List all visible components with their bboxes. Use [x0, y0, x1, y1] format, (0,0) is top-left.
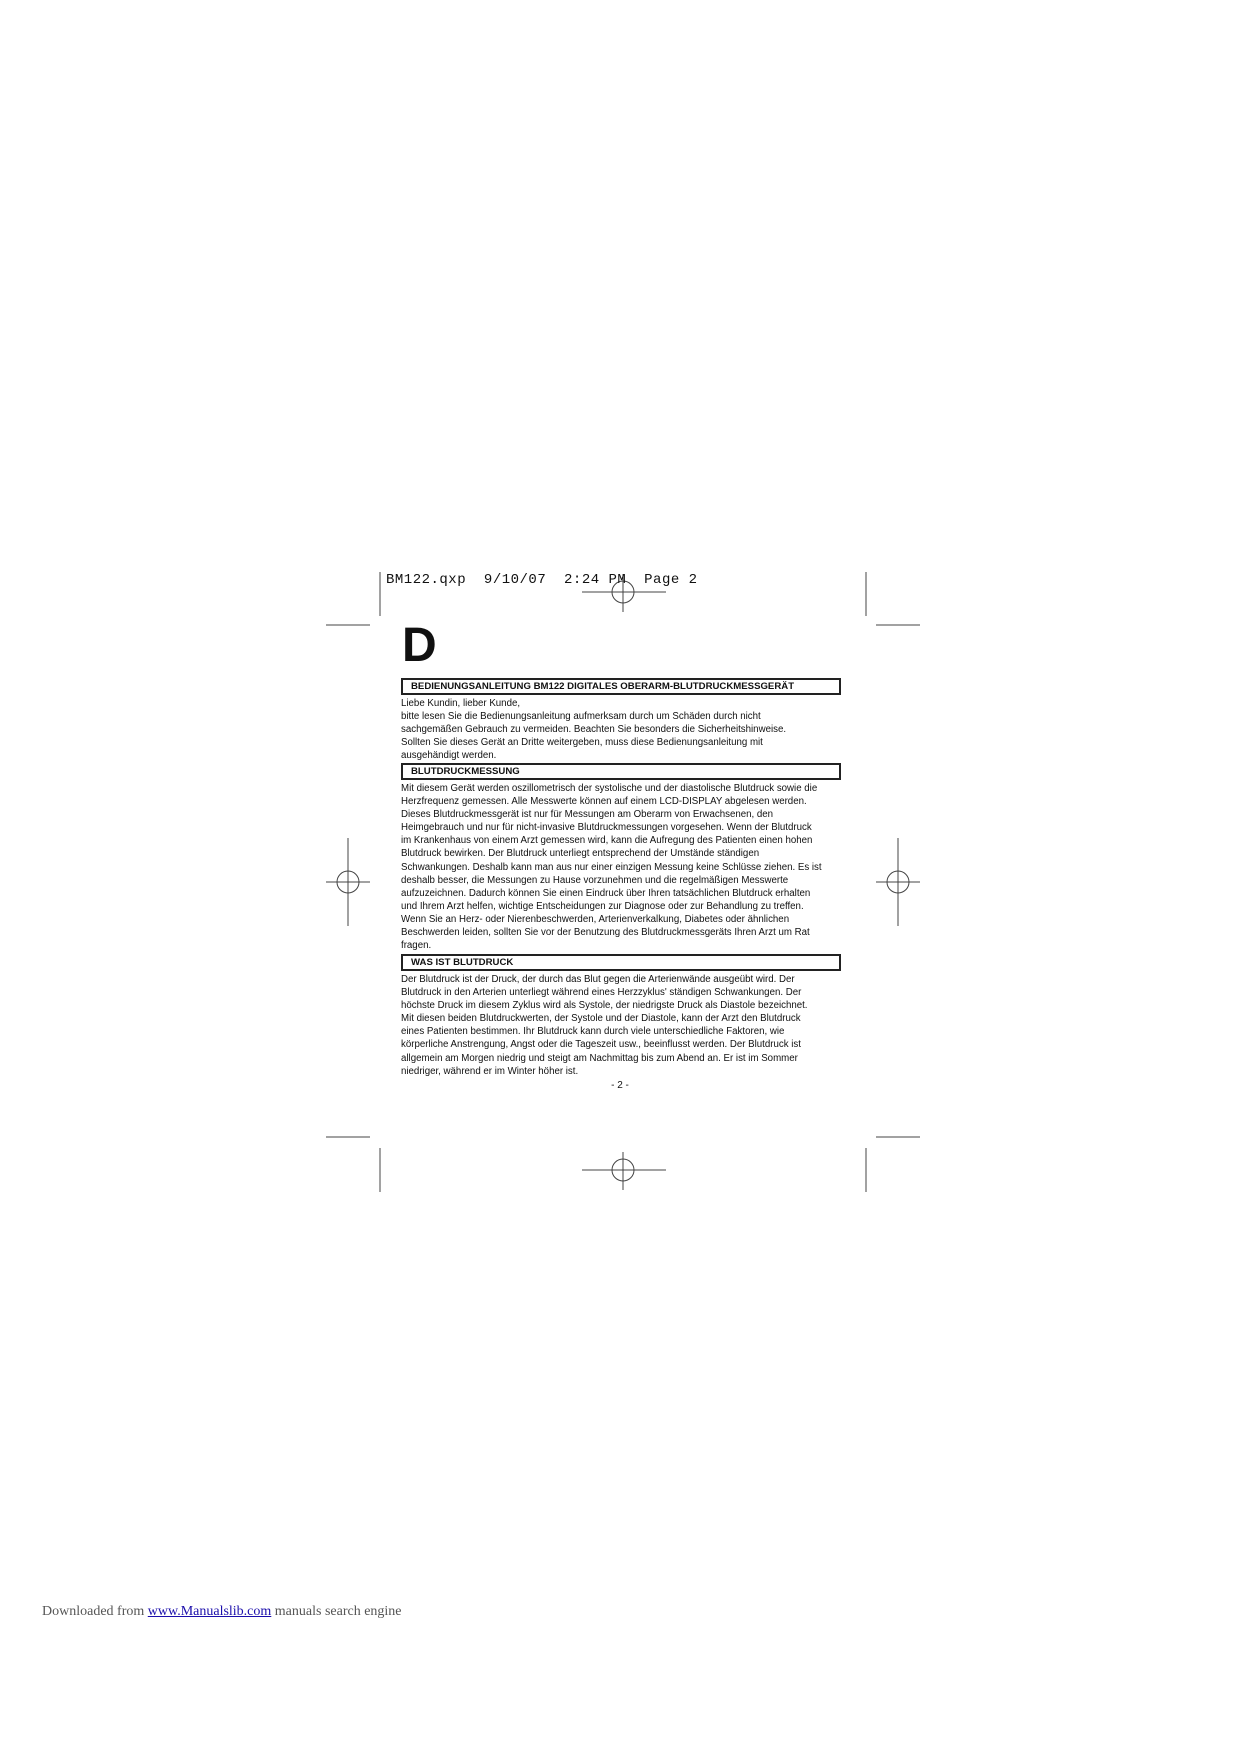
section-what-is-blood-pressure	[401, 954, 841, 1078]
text-line: deshalb besser, die Messungen zu Hause vorzunehmen und die regelmäßigen Messwerte	[401, 874, 789, 886]
text-line: Sollten Sie dieses Gerät an Dritte weitergeben, muss diese Bedienungsanleitung mit	[401, 737, 763, 749]
text-line: Der Blutdruck ist der Druck, der durch das Blut gegen die Arterienwände ausgeübt wird. Der	[401, 974, 795, 985]
text-line: Schwankungen. Deshalb kann man aus nur einer einzigen Messung keine Schlüsse ziehen. Es ist	[401, 861, 822, 873]
text-line: Herzfrequenz gemessen. Alle Messwerte können auf einem LCD-DISPLAY abgelesen werden.	[401, 796, 807, 808]
text-line: Heimgebrauch und nur für nicht-invasive Blutdruckmessungen vorgesehen. Wenn der Blutdruck	[401, 822, 812, 834]
language-marker: D	[402, 619, 437, 672]
text-line: Mit diesem Gerät werden oszillometrisch der systolische und der diastolische Blutdruck sowie die	[401, 783, 818, 794]
footer-prefix: Downloaded from	[42, 1604, 148, 1619]
text-line: allgemein am Morgen niedrig und steigt am Nachmittag bis zum Abend an. Er ist im Sommer	[401, 1052, 798, 1064]
text-line: Mit diesen beiden Blutdruckwerten, der Systole und der Diastole, kann der Arzt den Blutdruck	[401, 1013, 801, 1025]
text-line: Dieses Blutdruckmessgerät ist nur für Messungen am Oberarm von Erwachsenen, den	[401, 809, 774, 821]
text-line: sachgemäßen Gebrauch zu vermeiden. Beachten Sie besonders die Sicherheitshinweise.	[401, 724, 787, 736]
text-line: fragen.	[401, 940, 432, 952]
text-line: Blutdruck bewirken. Der Blutdruck unterliegt entsprechend der Umstände ständigen	[401, 848, 760, 860]
section-operating-instructions	[401, 678, 841, 762]
text-line: höchste Druck im diesem Zyklus wird als Systole, der niedrigste Druck als Diastole bezeichnet.	[401, 1000, 808, 1012]
text-line: ausgehändigt werden.	[401, 750, 497, 762]
text-line: im Krankenhaus von einem Arzt gemessen wird, kann die Aufregung des Patienten einen hohen	[401, 835, 813, 847]
text-line: niedriger, während er im Winter höher ist.	[401, 1065, 579, 1077]
registration-mark-left	[326, 838, 370, 926]
section-body	[401, 973, 841, 1078]
section-body	[401, 782, 841, 952]
page-number: - 2 -	[611, 1080, 629, 1091]
text-line: Beschwerden leiden, sollten Sie vor der Benutzung des Blutdruckmessgeräts Ihren Arzt um Rat	[401, 927, 810, 939]
text-line: und Ihrem Arzt helfen, wichtige Entscheidungen zur Diagnose oder zur Behandlung zu treffen.	[401, 900, 804, 912]
manualslib-link[interactable]: www.Manualslib.com	[147, 1604, 272, 1619]
section-heading: WAS IST BLUTDRUCK	[401, 954, 841, 971]
text-line: Liebe Kundin, lieber Kunde,	[401, 698, 521, 709]
text-line: bitte lesen Sie die Bedienungsanleitung aufmerksam durch um Schäden durch nicht	[401, 711, 761, 723]
section-heading: BLUTDRUCKMESSUNG	[401, 763, 841, 780]
text-line: Blutdruck in den Arterien unterliegt während eines Herzzyklus' ständigen Schwankungen. Der	[401, 987, 802, 999]
text-line: aufzuzeichnen. Dadurch können Sie einen Eindruck über Ihren tatsächlichen Blutdruck erhalten	[401, 887, 811, 899]
footer-suffix: manuals search engine	[271, 1604, 402, 1619]
section-heading: BEDIENUNGSANLEITUNG BM122 DIGITALES OBERARM-BLUTDRUCKMESSGERÄT	[401, 678, 841, 695]
text-line: eines Patienten bestimmen. Ihr Blutdruck kann durch viele unterschiedliche Faktoren, wie	[401, 1026, 785, 1038]
registration-mark-right	[876, 838, 920, 926]
registration-mark-bottom	[582, 1152, 666, 1190]
section-body	[401, 697, 841, 762]
file-slug-line: BM122.qxp 9/10/07 2:24 PM Page 2	[386, 572, 698, 588]
text-line: körperliche Anstrengung, Angst oder die Tageszeit usw., beeinflusst werden. Der Blutdruck ist	[401, 1039, 801, 1051]
download-footer	[42, 1604, 402, 1620]
text-line: Wenn Sie an Herz- oder Nierenbeschwerden, Arterienverkalkung, Diabetes oder ähnlichen	[401, 913, 790, 925]
section-blood-pressure-measurement	[401, 763, 841, 952]
